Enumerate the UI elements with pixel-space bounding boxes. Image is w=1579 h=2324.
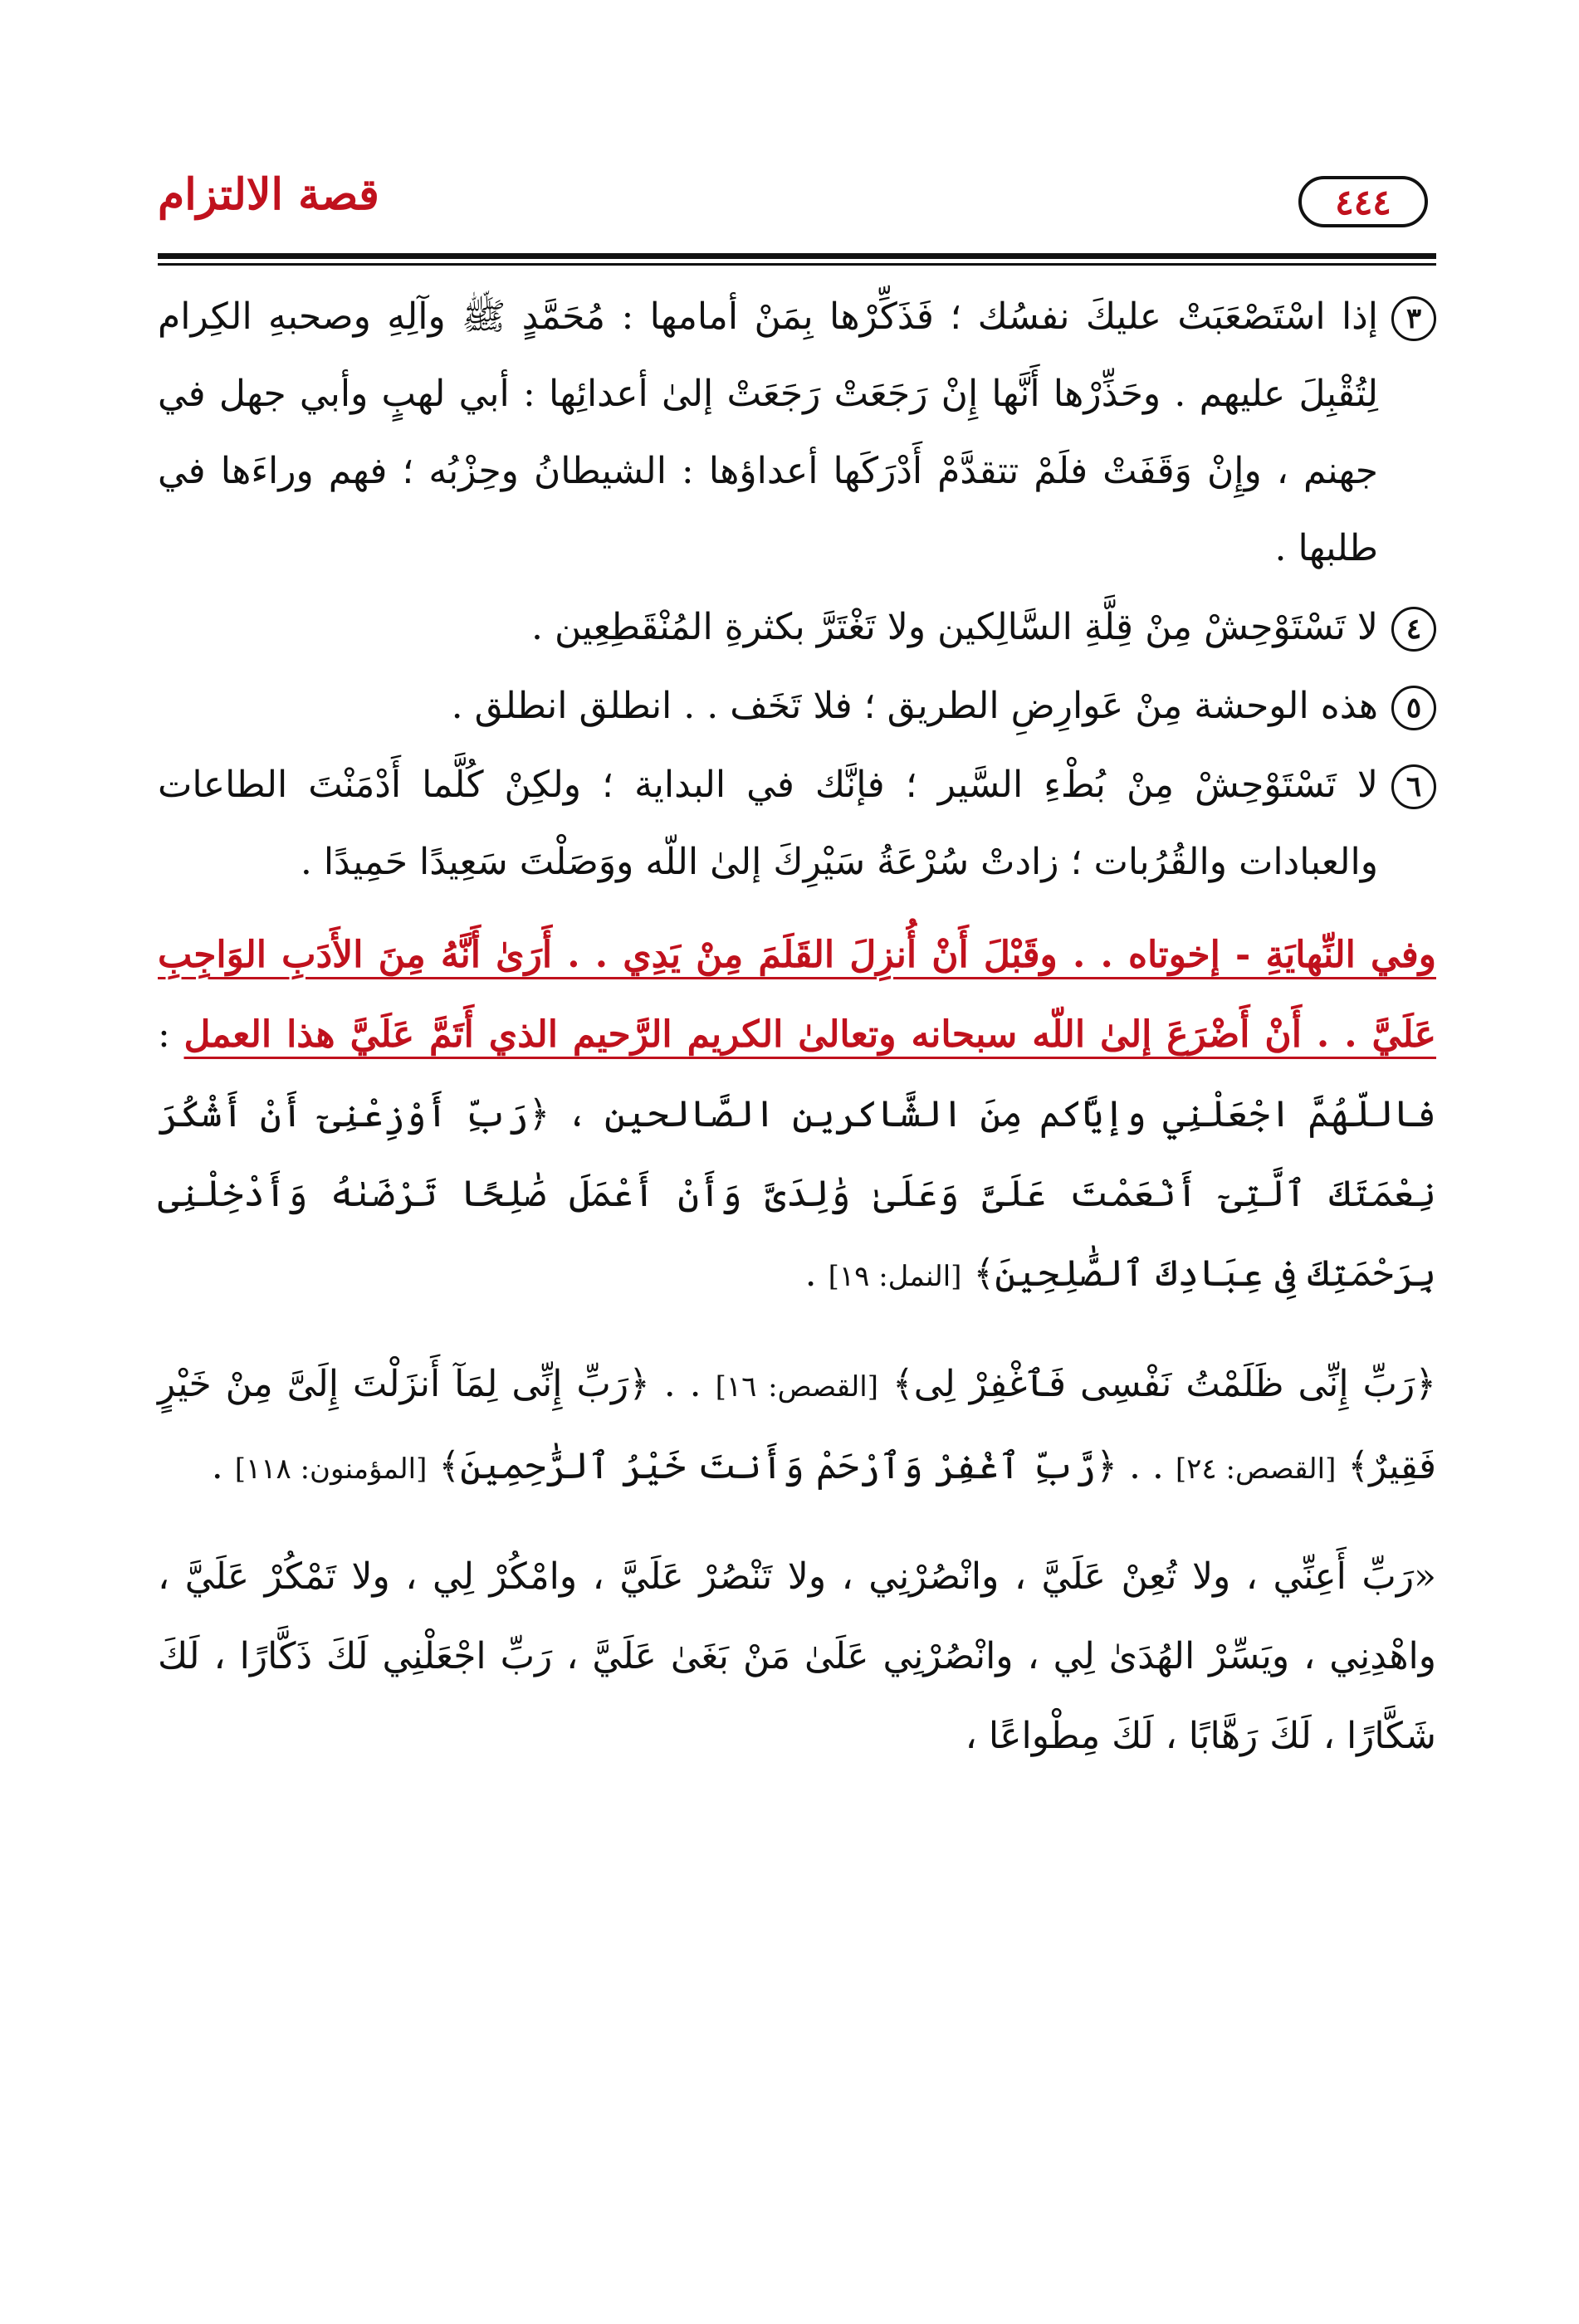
verse-reference: [المؤمنون: ١١٨]: [234, 1452, 428, 1486]
numbered-item: [158, 588, 1436, 666]
verse-quote: ﴿رَّبِّ ٱغْفِرْ وَٱرْحَمْ وَأَنتَ خَيْرُ ٱلرَّٰحِمِينَ﴾ [المؤمنون: ١١٨] .: [211, 1445, 1117, 1487]
book-title: قصة الالتزام: [158, 169, 379, 220]
page-number: ٤٤٤: [1298, 176, 1428, 227]
verse-reference: [القصص: ١٦]: [715, 1370, 878, 1404]
item-number: ٣: [1391, 296, 1436, 341]
closing-highlight: وفي النِّهايَةِ - إخوتاه . . وقَبْلَ أَنْ أُنزِلَ القَلَمَ مِنْ يَدِي . . أَرَىٰ أَنَّهُ مِنَ الأَدَبِ الوَاجِبِ عَلَيَّ . . أَنْ أَضْرَعَ إلىٰ اللّه سبحانه وتعالىٰ الكريم الرَّحيم الذي أَتَمَّ عَلَيَّ هذا العمل: [158, 934, 1437, 1056]
item-number: ٦: [1391, 764, 1436, 809]
item-text: إذا اسْتَصْعَبَتْ عليكَ نفسُك ؛ فَذَكِّرْها بِمَنْ أمامها : مُحَمَّدٍ ﷺ وآلِهِ وصحبهِ الكِرام لِتُقْبِلَ عليهم . وحَذِّرْها أَنَّها إِنْ رَجَعَتْ رَجَعَتْ إلىٰ أعدائِها : أبي لهبٍ وأبي جهل في جهنم ، وإِنْ وَقَفَتْ فلَمْ تتقدَّمْ أَدْرَكَها أعداؤها : الشيطانُ وحِزْبُه ؛ فهم وراءَها في طلبها .: [158, 295, 1378, 569]
supplication-paragraph: «رَبِّ أَعِنِّي ، ولا تُعِنْ عَلَيَّ ، وانْصُرْنِي ، ولا تَنْصُرْ عَلَيَّ ، وامْكُرْ لِي ، ولا تَمْكُرْ عَلَيَّ ، واهْدِنِي ، ويَسِّرْ الهُدَىٰ لِي ، وانْصُرْنِي عَلَىٰ مَنْ بَغَىٰ عَلَيَّ ، رَبِّ اجْعَلْنِي لَكَ ذَكَّارًا ، لَكَ شَكَّارًا ، لَكَ رَهَّابًا ، لَكَ مِطْواعًا ،: [158, 1555, 1436, 1757]
item-number: ٤: [1391, 607, 1436, 652]
item-number: ٥: [1391, 686, 1436, 730]
verse-reference: [النمل: ١٩]: [828, 1260, 962, 1293]
numbered-item: [158, 667, 1436, 745]
verse-quote: ﴿رَبِّ إِنِّى ظَلَمْتُ نَفْسِى فَٱغْفِرْ لِى﴾ [القصص: ١٦] . .: [649, 1363, 1436, 1405]
numbered-item: [158, 746, 1436, 901]
header-rule-thin: [158, 263, 1436, 266]
closing-paragraph: [158, 915, 1436, 1316]
item-text: هذه الوحشة مِنْ عَوارِضِ الطريق ؛ فلا تَخَف . . انطلق انطلق .: [451, 685, 1378, 727]
page-header: [158, 158, 1436, 249]
verse-quote: ﴿رَبِّ إِنِّى لِمَآ أَنزَلْتَ إِلَىَّ مِنْ خَيْرٍ فَقِيرٌ﴾ [القصص: ٢٤] . .: [158, 1363, 1436, 1487]
numbered-item: [158, 278, 1436, 587]
verses-paragraph: [158, 1345, 1436, 1509]
item-text: لا تَسْتَوْحِشْ مِنْ بُطْءِ السَّير ؛ فإنَّك في البداية ؛ ولكِنْ كُلَّما أَدْمَنْتَ الطاعات والعبادات والقُرُبات ؛ زادتْ سُرْعَةُ سَيْرِكَ إلىٰ اللّه ووَصَلْتَ سَعِيدًا حَمِيدًا .: [158, 764, 1378, 883]
verse-reference: [القصص: ٢٤]: [1175, 1452, 1337, 1486]
closing-rest: : فاللّهُمَّ اجْعَلْنِي وإيَّاكم مِنَ الشَّاكرين الصَّالحين ،: [158, 1013, 1436, 1135]
page-content: [158, 278, 1436, 1776]
item-text: لا تَسْتَوْحِشْ مِنْ قِلَّةِ السَّالِكين ولا تَغْتَرَّ بكثرةِ المُنْقَطِعِين .: [531, 606, 1378, 648]
header-rule-thick: [158, 253, 1436, 259]
verse-quote: ﴿رَبِّ أَوْزِعْنِىٓ أَنْ أَشْكُرَ نِعْمَتَكَ ٱلَّتِىٓ أَنْعَمْتَ عَلَىَّ وَعَلَىٰ وَٰلِدَىَّ وَأَنْ أَعْمَلَ صَٰلِحًا تَرْضَىٰهُ وَأَدْخِلْنِى بِرَحْمَتِكَ فِى عِبَادِكَ ٱلصَّٰلِحِينَ﴾ [النمل: ١٩] .: [158, 1093, 1436, 1295]
